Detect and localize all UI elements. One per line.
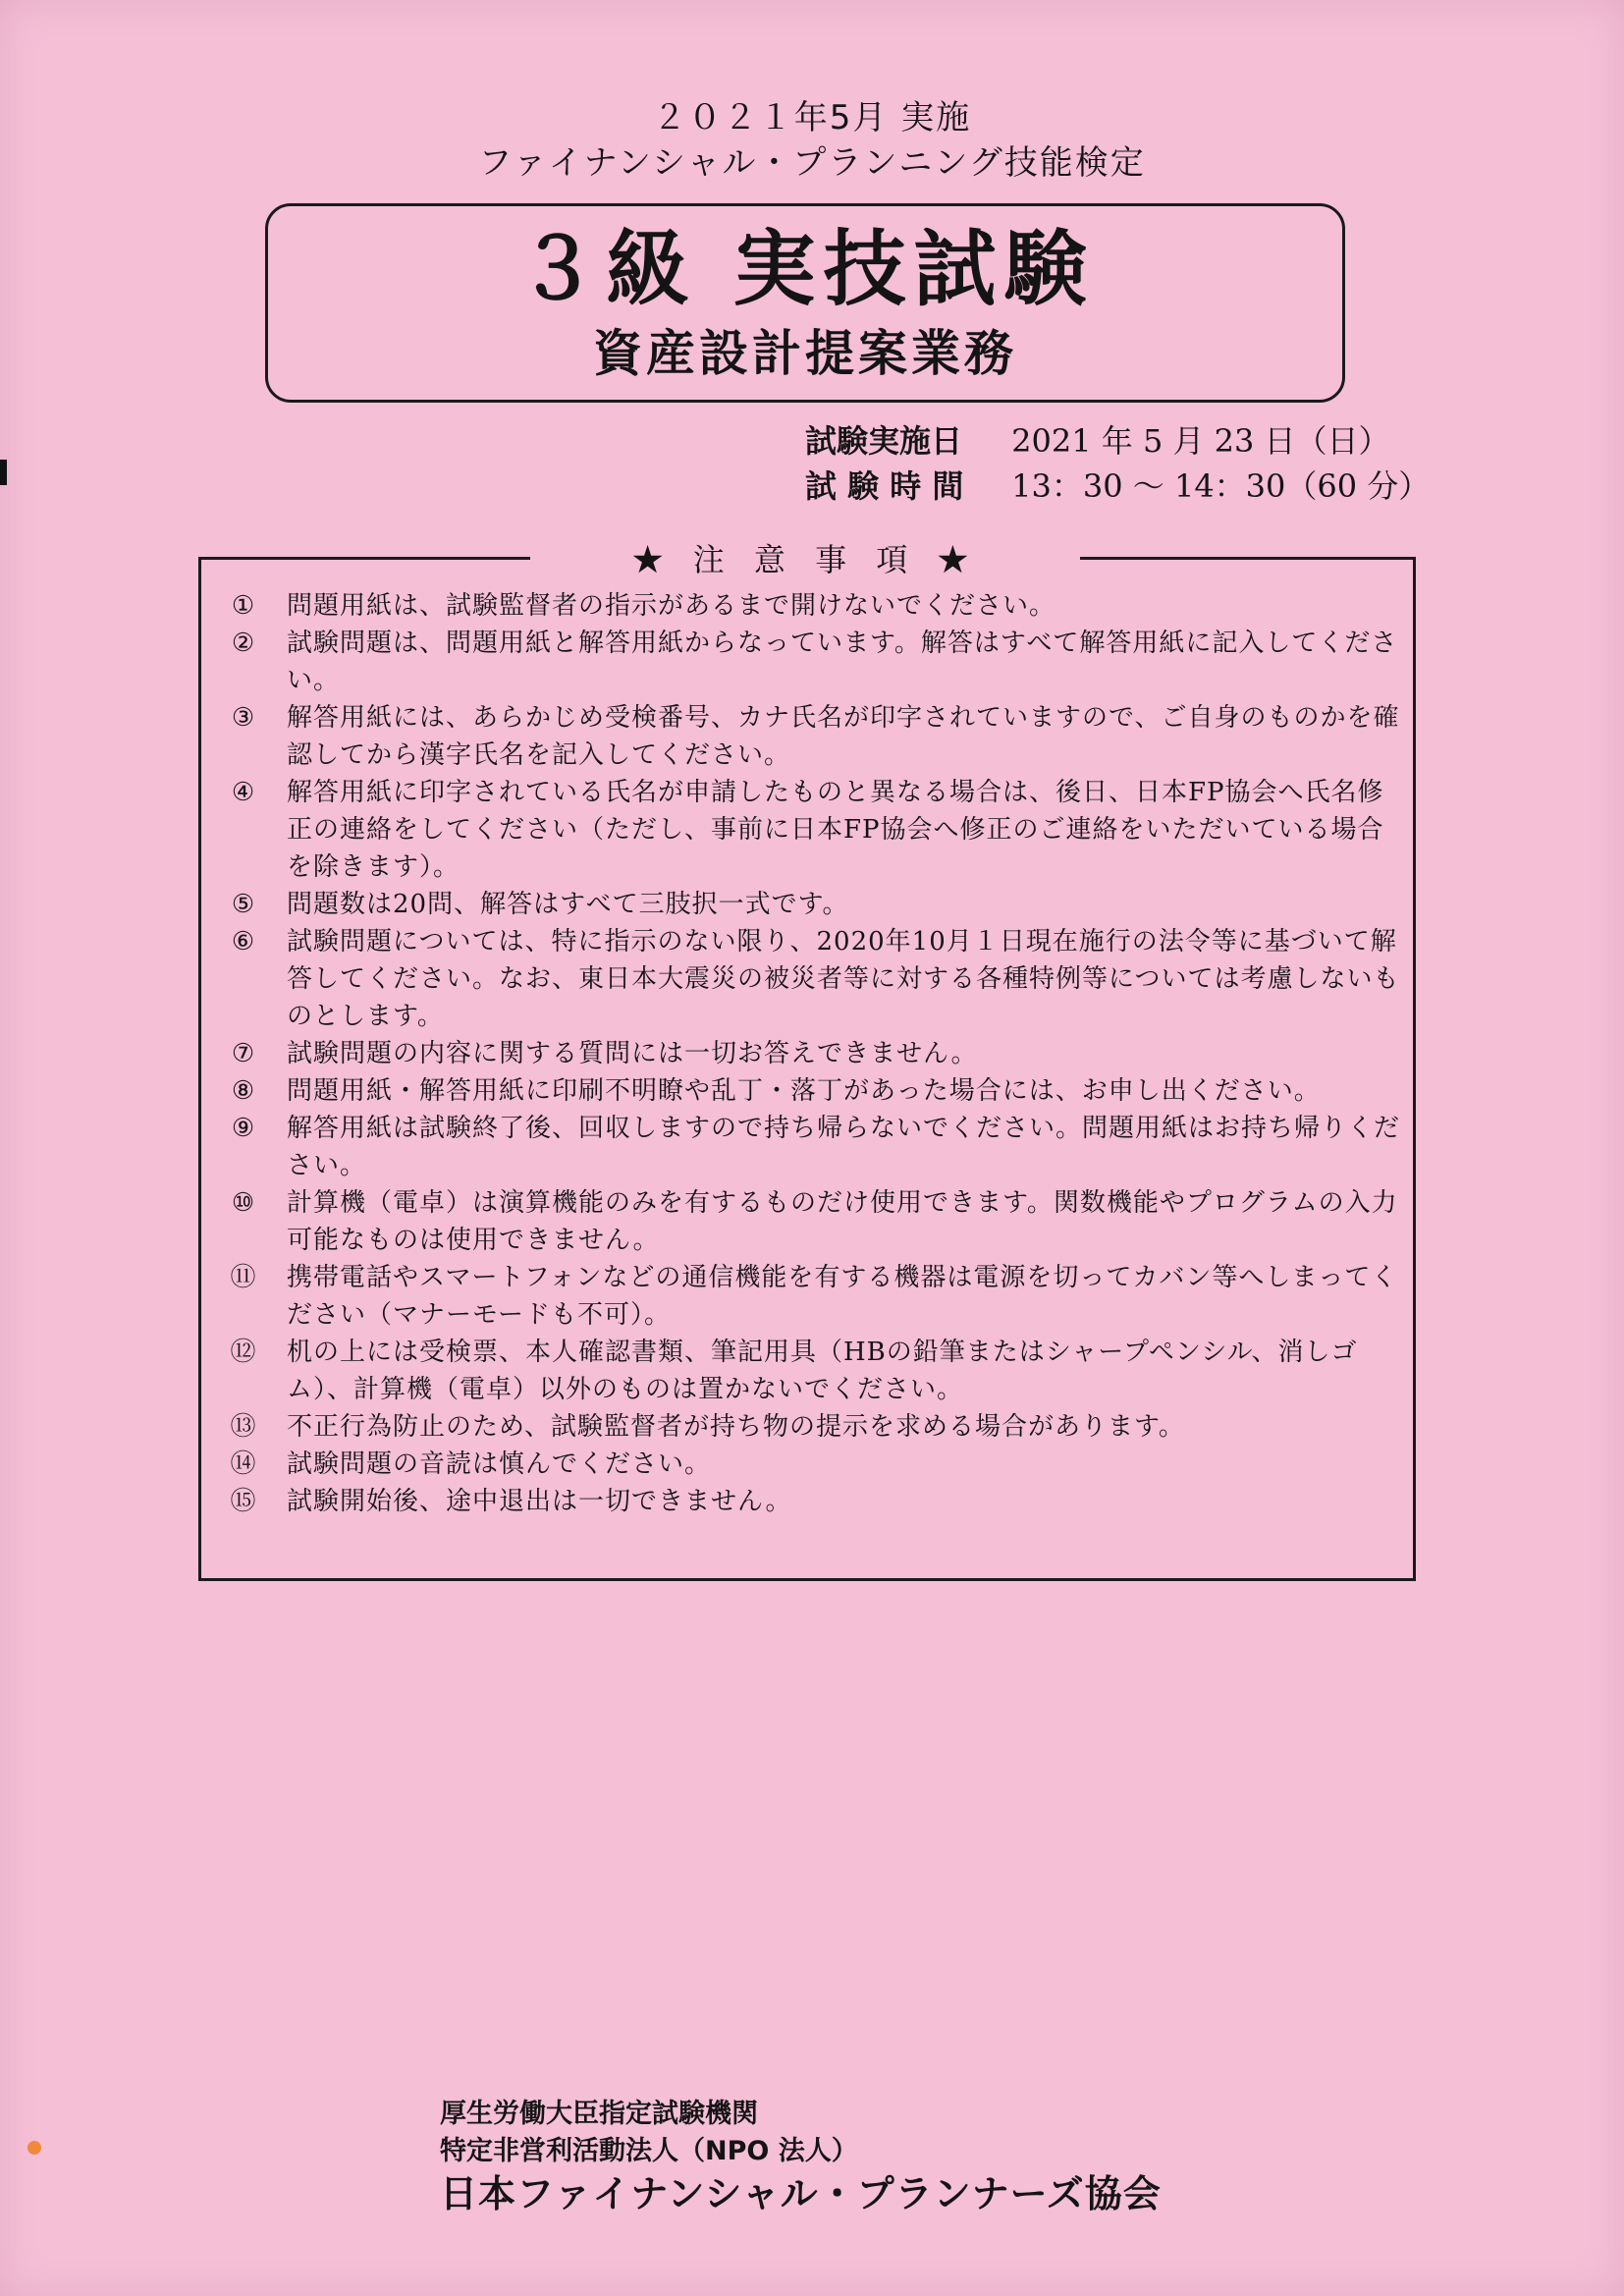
- title-box: [265, 203, 1345, 403]
- list-item: [224, 1072, 1402, 1110]
- item-text: 解答用紙には、あらかじめ受検番号、カナ氏名が印字されていますので、ご自身のものかを確認してから漢字氏名を記入してください。: [287, 703, 1400, 770]
- exam-date-label: 試験実施日: [805, 422, 963, 460]
- item-number: ⑭: [230, 1449, 257, 1479]
- list-item: [224, 1035, 1402, 1072]
- item-number: ①: [231, 591, 256, 621]
- list-item: [224, 625, 1402, 699]
- exam-time-value: 13：30 ～ 14：30（60 分）: [1011, 467, 1431, 505]
- page-subtitle: 資産設計提案業務: [593, 325, 1017, 382]
- exam-time-row: [805, 462, 1430, 507]
- list-item: [224, 1446, 1402, 1483]
- item-number: ⑩: [231, 1188, 256, 1218]
- notice-heading: ★ 注 意 事 項 ★: [530, 540, 1080, 579]
- item-number: ⑥: [231, 927, 256, 957]
- list-item: [224, 1259, 1402, 1334]
- stain-dot: [27, 2141, 41, 2155]
- org-type-line: 特定非営利活動法人（NPO 法人）: [440, 2136, 858, 2166]
- list-item: [224, 774, 1402, 886]
- list-item: [224, 1408, 1402, 1446]
- page-title: ３級 実技試験: [515, 221, 1095, 317]
- list-item: [224, 1334, 1402, 1408]
- list-item: [224, 886, 1402, 923]
- exam-date-row: [805, 416, 1390, 462]
- list-item: [224, 1110, 1402, 1184]
- item-text: 試験問題の内容に関する質問には一切お答えできません。: [287, 1039, 978, 1068]
- item-number: ⑨: [231, 1114, 256, 1143]
- list-item: [224, 699, 1402, 774]
- exam-time-label: 試 験 時 間: [805, 467, 964, 505]
- list-item: [224, 1184, 1402, 1259]
- designation-line: 厚生労働大臣指定試験機関: [440, 2099, 758, 2129]
- item-text: 机の上には受検票、本人確認書類、筆記用具（HBの鉛筆またはシャープペンシル、消しゴム）、計算機（電卓）以外のものは置かないでください。: [287, 1338, 1358, 1404]
- item-number: ④: [231, 778, 256, 807]
- item-text: 不正行為防止のため、試験監督者が持ち物の提示を求める場合があります。: [287, 1412, 1185, 1442]
- exam-name: ファイナンシャル・プランニング技能検定: [478, 143, 1146, 183]
- list-item: [224, 923, 1402, 1035]
- item-number: ⑪: [230, 1263, 257, 1292]
- item-text: 携帯電話やスマートフォンなどの通信機能を有する機器は電源を切ってカバン等へしまってください（マナーモードも不可）。: [287, 1263, 1398, 1330]
- item-number: ⑧: [231, 1076, 256, 1106]
- item-number: ⑦: [231, 1039, 256, 1068]
- item-text: 試験開始後、途中退出は一切できません。: [287, 1487, 792, 1516]
- item-number: ⑤: [231, 890, 256, 919]
- item-number: ⑫: [230, 1338, 257, 1367]
- item-number: ⑬: [230, 1412, 257, 1442]
- exam-date-value: 2021 年 5 月 23 日（日）: [1011, 422, 1390, 460]
- org-name: 日本ファイナンシャル・プランナーズ協会: [440, 2172, 1162, 2215]
- item-text: 問題用紙は、試験監督者の指示があるまで開けないでください。: [287, 591, 1056, 621]
- scan-edge-mark: [0, 460, 7, 485]
- item-text: 試験問題は、問題用紙と解答用紙からなっています。解答はすべて解答用紙に記入してください。: [287, 629, 1398, 695]
- notice-list: [224, 587, 1402, 1520]
- item-text: 問題用紙・解答用紙に印刷不明瞭や乱丁・落丁があった場合には、お申し出ください。: [287, 1076, 1321, 1106]
- item-text: 計算機（電卓）は演算機能のみを有するものだけ使用できます。関数機能やプログラムの入力可能なものは使用できません。: [287, 1188, 1398, 1255]
- item-number: ③: [231, 703, 256, 733]
- item-text: 解答用紙は試験終了後、回収しますので持ち帰らないでください。問題用紙はお持ち帰りください。: [287, 1114, 1401, 1180]
- item-text: 試験問題の音読は慎んでください。: [287, 1449, 712, 1479]
- list-item: [224, 1483, 1402, 1520]
- item-text: 試験問題については、特に指示のない限り、2020年10月１日現在施行の法令等に基づいて解答してください。なお、東日本大震災の被災者等に対する各種特例等については考慮しないものとします。: [287, 927, 1400, 1031]
- item-number: ⑮: [230, 1487, 257, 1516]
- item-text: 問題数は20問、解答はすべて三肢択一式です。: [287, 890, 849, 919]
- item-number: ②: [231, 629, 256, 658]
- item-text: 解答用紙に印字されている氏名が申請したものと異なる場合は、後日、日本FP協会へ氏名修正の連絡をしてください（ただし、事前に日本FP協会へ修正のご連絡をいただいている場合を除きます）。: [287, 778, 1384, 882]
- list-item: [224, 587, 1402, 625]
- exam-period: ２０２１年5月 実施: [652, 98, 972, 137]
